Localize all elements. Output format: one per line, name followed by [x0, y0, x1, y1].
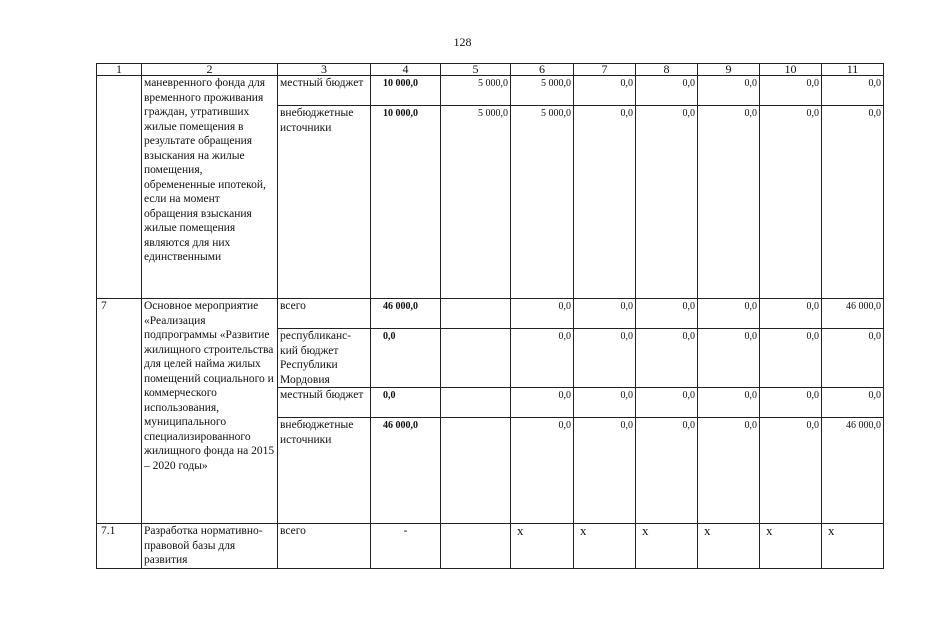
value-cell: 0,0 — [636, 329, 698, 388]
value-cell: 0,0 — [371, 388, 441, 418]
value-cell: 10 000,0 — [371, 76, 441, 106]
row-number-cell: 7 — [97, 299, 142, 524]
value-cell: 0,0 — [760, 106, 822, 299]
value-cell: 0,0 — [636, 299, 698, 329]
value-cell: 0,0 — [636, 388, 698, 418]
value-cell: 5 000,0 — [511, 106, 574, 299]
source-cell: республиканс-кий бюджет Республики Мордовия — [278, 329, 371, 388]
value-cell: х — [822, 524, 884, 569]
header-cell: 5 — [441, 64, 511, 76]
value-cell: 0,0 — [698, 418, 760, 524]
value-cell: 0,0 — [511, 329, 574, 388]
value-cell: 0,0 — [574, 299, 636, 329]
table-row — [97, 76, 884, 106]
value-cell: 0,0 — [698, 388, 760, 418]
budget-table — [96, 63, 884, 569]
header-cell: 6 — [511, 64, 574, 76]
value-cell: х — [698, 524, 760, 569]
value-cell: 0,0 — [511, 299, 574, 329]
header-cell: 2 — [142, 64, 278, 76]
value-cell: 0,0 — [636, 106, 698, 299]
value-cell — [441, 388, 511, 418]
source-cell: местный бюджет — [278, 388, 371, 418]
table-row — [97, 299, 884, 329]
value-cell: 0,0 — [760, 76, 822, 106]
value-cell: 0,0 — [760, 388, 822, 418]
value-cell: 5 000,0 — [441, 106, 511, 299]
value-cell: 0,0 — [822, 329, 884, 388]
value-cell: 0,0 — [760, 329, 822, 388]
value-cell: 0,0 — [760, 418, 822, 524]
row-number-cell — [97, 76, 142, 299]
value-cell: 0,0 — [574, 106, 636, 299]
description-cell: маневренного фонда для временного проживания граждан, утративших жилые помещения в результате обращения взыскания на жилые помещения, обремененные ипотекой, если на момент обращения взыскания жилые помещения являются для них единственными — [142, 76, 278, 299]
header-cell: 9 — [698, 64, 760, 76]
value-cell: 0,0 — [822, 76, 884, 106]
value-cell — [441, 418, 511, 524]
value-cell: 0,0 — [698, 106, 760, 299]
value-cell: 0,0 — [574, 418, 636, 524]
page-number: 128 — [453, 35, 472, 49]
value-cell: 0,0 — [574, 388, 636, 418]
header-cell: 8 — [636, 64, 698, 76]
value-cell: 46 000,0 — [371, 299, 441, 329]
header-cell: 4 — [371, 64, 441, 76]
value-cell: 0,0 — [698, 299, 760, 329]
column-number-row — [97, 64, 884, 76]
header-cell: 10 — [760, 64, 822, 76]
value-cell: 0,0 — [822, 388, 884, 418]
value-cell: 0,0 — [574, 329, 636, 388]
value-cell: - — [371, 524, 441, 569]
table-row — [97, 524, 884, 569]
value-cell: 46 000,0 — [822, 299, 884, 329]
value-cell: х — [511, 524, 574, 569]
value-cell: 0,0 — [760, 299, 822, 329]
row-number-cell: 7.1 — [97, 524, 142, 569]
value-cell: х — [574, 524, 636, 569]
value-cell: х — [760, 524, 822, 569]
value-cell: 0,0 — [636, 418, 698, 524]
value-cell: 0,0 — [574, 76, 636, 106]
header-cell: 1 — [97, 64, 142, 76]
header-cell: 7 — [574, 64, 636, 76]
description-cell: Разработка нормативно-правовой базы для развития — [142, 524, 278, 569]
source-cell: местный бюджет — [278, 76, 371, 106]
source-cell: внебюджетные источники — [278, 418, 371, 524]
source-cell: внебюджетные источники — [278, 106, 371, 299]
source-cell: всего — [278, 524, 371, 569]
value-cell: 5 000,0 — [511, 76, 574, 106]
value-cell: 5 000,0 — [441, 76, 511, 106]
value-cell: 0,0 — [822, 106, 884, 299]
value-cell: 0,0 — [511, 418, 574, 524]
value-cell — [441, 329, 511, 388]
header-cell: 11 — [822, 64, 884, 76]
value-cell: 0,0 — [636, 76, 698, 106]
source-cell: всего — [278, 299, 371, 329]
description-cell: Основное мероприятие «Реализация подпрограммы «Развитие жилищного строительства для целей найма жилых помещений социального и коммерческого использования, муниципального специализированного жилищного фонда на 2015 – 2020 годы» — [142, 299, 278, 524]
value-cell: 46 000,0 — [371, 418, 441, 524]
value-cell — [441, 524, 511, 569]
value-cell: 0,0 — [511, 388, 574, 418]
header-cell: 3 — [278, 64, 371, 76]
value-cell: 0,0 — [698, 329, 760, 388]
value-cell — [441, 299, 511, 329]
value-cell: 0,0 — [371, 329, 441, 388]
value-cell: 0,0 — [698, 76, 760, 106]
value-cell: х — [636, 524, 698, 569]
value-cell: 46 000,0 — [822, 418, 884, 524]
value-cell: 10 000,0 — [371, 106, 441, 299]
